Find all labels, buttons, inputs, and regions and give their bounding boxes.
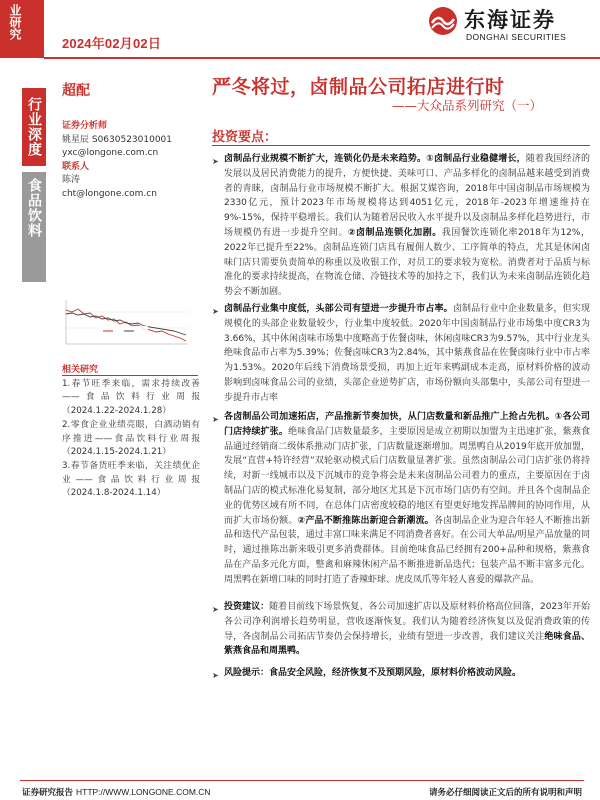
highlight-paragraph: [212, 302, 590, 406]
related-research-item: 3.春节备货旺季来临，关注绩优企业——食品饮料行业周报（2024.1.8-2024.1.14）: [62, 461, 200, 499]
related-research-divider: [62, 375, 198, 376]
sector-performance-chart: [60, 296, 192, 350]
paragraph-lead-secondary: ②卤制品连锁化加剧。: [347, 227, 442, 238]
related-research-item: 2.零食企业业绩亮眼，白酒动销有序推进——食品饮料行业周报（2024.1.15-2024.1.21）: [62, 420, 200, 458]
contact-email: cht@longone.com.cn: [62, 188, 157, 199]
category-tab: 行业深度: [22, 88, 46, 166]
footer-left: [22, 786, 211, 798]
bullet-arrow-icon: ➤: [212, 415, 219, 424]
paragraph-lead: 卤制品行业集中度低，头部公司有望进一步提升市占率。: [224, 304, 453, 314]
report-type-label: 业研究: [8, 4, 22, 40]
report-date: 2024年02月02日: [62, 36, 162, 51]
paragraph-body: 绝味食品门店数量最多，主要原因是成立初期以加盟为主迅速扩张，紫燕食品通过经销商二级体系推动门店扩张，门店数量逐渐增加。周黑鸭自从2019年底开放加盟，发展“直营+特许经营”双轮驱动模式后门店数量显著扩张。虽然卤制品公司门店扩张仍将持续，对新一线城市以及下沉城市的竞争将会是未来卤制品公司着力的重点，主要原因在于卤制品门店的模式标准化易复制，部分地区尤其是下沉市场门店仍有空间。并且各个卤制品企业的优势区域有所不同，在总体门店密度较稳的地区有望更好地发挥品牌间的协同作用，从而扩大市场份额。: [224, 426, 590, 526]
bullet-arrow-icon: ➤: [212, 307, 219, 316]
related-research-item: 1.春节旺季来临，需求持续改善——食品饮料行业周报（2024.1.22-2024.1.28）: [62, 379, 200, 416]
paragraph-body-secondary: 我国餐饮连锁化率2018年为12%，2022年已提升至22%。卤制品连锁门店具有履佣人数少、工序简单的特点，尤其是休闲卤味门店只需要负责简单的称重以及收银工作，对员工的要求较为宽松。消费者对于品质与标准化的要求持续提高，在物流仓储、冷链技术等的加持之下，我们认为未来卤制品连锁化趋势会不断加剧。: [224, 227, 590, 298]
footer-report-label: 证券研究报告: [22, 788, 74, 798]
analyst-info: [62, 120, 196, 201]
contact-label: 联系人: [62, 161, 90, 172]
highlight-paragraph: [212, 410, 590, 588]
paragraph-body: 随着我国经济的发展以及居民消费能力的提升，方便快捷、美味可口、产品多样化的卤制品越来越受到消费者的青睐，卤制品行业市场规模不断扩大。根据艾媒咨询，2018年中国卤制品市场规模为2330亿元，预计2023年市场规模将达到4051亿元，2018年-2023年增速维持在9%-15%，保持平稳增长。我们认为随着居民收入水平提升以及卤制品多样化趋势进行，市场规模仍有进一步提升空间。: [224, 154, 590, 238]
logo-chinese-name: 东海证券: [464, 8, 556, 32]
paragraph-lead-secondary: 绝味食品、紫燕食品和周黑鸭。: [224, 631, 590, 657]
paragraph-lead-secondary: 食品安全风险，经济恢复不及预期风险，原材料价格波动风险。: [269, 668, 522, 678]
report-subtitle: ——大众品系列研究（一）: [392, 98, 543, 113]
industry-tab: 食品饮料: [22, 172, 46, 282]
logo-wave-icon: [428, 6, 458, 36]
footer-website-link[interactable]: HTTP://WWW.LONGONE.COM.CN: [75, 787, 211, 797]
highlight-paragraph: [212, 666, 590, 681]
highlights-divider: [212, 145, 590, 146]
paragraph-body-secondary: 各卤制品企业为迎合年轻人不断推出新品和迭代产品包装，通过丰富口味来满足不同消费者喜好。在公司大单品/明星产品放量的同时，通过推陈出新来吸引更多消费群体。目前绝味食品已经拥有200+品种和规格，紫燕食品在产品多元化方面，整禽和麻辣休闲产品不断推进新品迭代；包装产品不断丰富多元化。周黑鸭在新增口味的同时打造了香辣虾球、虎皮凤爪等年轻人喜爱的爆款产品。: [224, 515, 590, 585]
paragraph-lead: 投资建议：: [224, 602, 270, 612]
related-research-title: 相关研究: [62, 365, 99, 375]
highlight-paragraph: [212, 600, 590, 659]
bullet-arrow-icon: ➤: [212, 157, 219, 166]
paragraph-body: 随着目前线下场景恢复、各公司加速扩店以及原材料价格高位回落，2023年开始各公司净利润增长趋势明显，营收逐渐恢复。我们认为随着经济恢复以及促消费政策的传导，各卤制品公司拓店节奏仍会保持增长，业绩有望进一步改善，我们建议关注: [224, 602, 590, 642]
paragraph-body: 卤制品行业中企业数量多，但实现规模化的头部企业数量较少，行业集中度较低。2020年中国卤制品行业市场集中度CR3为3.66%，其中休闲卤味市场集中度略高于佐餐卤味，休闲卤味CR3为9.57%，其中行业龙头绝味食品市占率为5.39%；佐餐卤味CR3为2.84%，其中紫燕食品在佐餐卤味行业中市占率为1.53%。2020年后线下消费场景受损，再加上近年来鸭副成本走高，原材料价格的波动影响到卤味食品公司的业绩，头部企业逆势扩店，市场份额向头部集中，头部公司有望进一步提升市占率: [224, 304, 590, 403]
report-title: 严冬将过，卤制品公司拓店进行时: [212, 76, 505, 98]
contact-name: 陈涛: [62, 175, 81, 185]
paragraph-lead-secondary: ②产品不断推陈出新迎合新潮流。: [297, 515, 434, 526]
highlight-paragraph: [212, 152, 590, 300]
analyst-name-id: 姚星辰 S0630523010001: [62, 134, 173, 145]
logo-english-name: DONGHAI SECURITIES: [466, 32, 567, 42]
report-type-tab: [0, 0, 44, 58]
analyst-email: yxc@longone.com.cn: [62, 148, 159, 158]
bullet-arrow-icon: ➤: [212, 671, 219, 680]
company-logo: [428, 3, 588, 47]
bullet-arrow-icon: ➤: [212, 605, 219, 614]
paragraph-lead: 各卤制品公司加速拓店，产品推新节奏加快，从门店数量和新品推广上抢占先机。①各公司门店持续扩张。: [224, 412, 590, 437]
related-research-list: [62, 378, 200, 502]
highlights-heading: 投资要点：: [212, 130, 278, 145]
industry-rating: 超配: [62, 83, 90, 99]
footer-disclaimer: 请务必仔细阅读正文后的所有说明和声明: [428, 788, 582, 798]
paragraph-lead: 卤制品行业规模不断扩大，连锁化仍是未来趋势。①卤制品行业稳健增长，: [224, 154, 526, 164]
footer-divider: [20, 780, 584, 781]
analyst-label: 证券分析师: [62, 121, 108, 131]
header-divider: [44, 57, 600, 59]
paragraph-lead: 风险提示：: [224, 668, 270, 678]
